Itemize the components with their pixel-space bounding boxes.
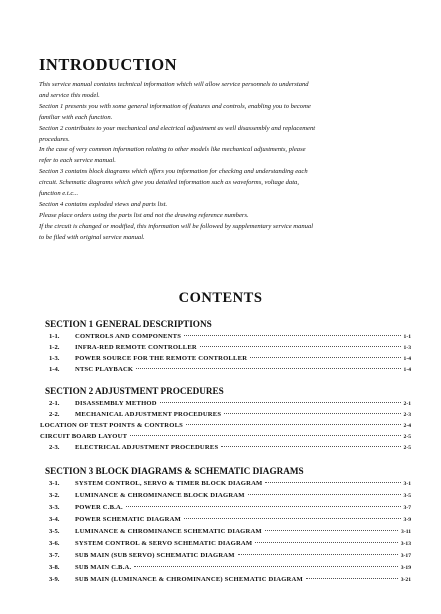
toc-page-number: 1-4 xyxy=(403,367,411,373)
toc-page-number: 2-5 xyxy=(403,434,411,440)
section-2-heading: SECTION 2 ADJUSTMENT PROCEDURES xyxy=(45,386,224,396)
toc-entry-3-1[interactable] xyxy=(49,480,411,490)
toc-title: SUB MAIN (SUB SERVO) SCHEMATIC DIAGRAM xyxy=(75,552,235,559)
toc-number: 3-3. xyxy=(49,504,60,511)
toc-title: CONTROLS AND COMPONENTS xyxy=(75,333,182,340)
toc-number: 2-1. xyxy=(49,400,60,407)
toc-leader-dots xyxy=(255,542,397,543)
toc-title: POWER SOURCE FOR THE REMOTE CONTROLLER xyxy=(75,355,248,362)
toc-page-number: 2-4 xyxy=(403,423,411,429)
toc-number: 2-2. xyxy=(49,411,60,418)
toc-leader-dots xyxy=(184,518,401,519)
toc-number: 3-2. xyxy=(49,492,60,499)
introduction-title: INTRODUCTION xyxy=(39,55,178,74)
section-1-heading: SECTION 1 GENERAL DESCRIPTIONS xyxy=(45,319,212,329)
toc-page-number: 3-1 xyxy=(403,481,411,487)
toc-number: 3-7. xyxy=(49,552,60,559)
toc-leader-dots xyxy=(248,494,401,495)
toc-leader-dots xyxy=(200,346,401,347)
toc-leader-dots xyxy=(265,530,398,531)
toc-title: SYSTEM CONTROL, SERVO & TIMER BLOCK DIAGRAM xyxy=(75,480,263,487)
toc-title: LUMINANCE & CHROMINANCE SCHEMATIC DIAGRAM xyxy=(75,528,262,535)
toc-page-number: 2-5 xyxy=(403,445,411,451)
intro-line: Section 2 contributes to your mechanical and electrical adjustment as well disassembly and replacement xyxy=(39,124,316,132)
toc-leader-dots xyxy=(265,482,400,483)
intro-line: familiar with each function. xyxy=(39,113,113,121)
toc-number: 3-5. xyxy=(49,528,60,535)
toc-page-number: 1-4 xyxy=(403,356,411,362)
toc-number: 3-4. xyxy=(49,516,60,523)
toc-entry-1-1[interactable] xyxy=(49,333,411,343)
toc-entry-3-9[interactable] xyxy=(49,576,411,586)
toc-entry-1-2[interactable] xyxy=(49,344,411,354)
intro-line: refer to each service manual. xyxy=(39,157,116,165)
toc-leader-dots xyxy=(184,335,400,336)
toc-entry-2-3[interactable] xyxy=(49,444,411,454)
toc-number: 3-9. xyxy=(49,576,60,583)
toc-title: LUMINANCE & CHROMINANCE BLOCK DIAGRAM xyxy=(75,492,245,499)
toc-page-number: 1-1 xyxy=(403,334,411,340)
toc-page-number: 1-3 xyxy=(403,345,411,351)
toc-leader-dots xyxy=(250,357,400,358)
toc-entry-3-6[interactable] xyxy=(49,540,411,550)
toc-page-number: 3-21 xyxy=(400,577,411,583)
intro-line: Section 1 presents you with some general information of features and controls, enabling you to become xyxy=(39,102,311,110)
toc-entry-2-1[interactable] xyxy=(49,400,411,410)
intro-line: If the circuit is changed or modified, this information will be followed by supplementary service manual xyxy=(39,222,314,230)
introduction-body xyxy=(39,80,411,244)
toc-title: DISASSEMBLY METHOD xyxy=(75,400,157,407)
toc-entry-1-3[interactable] xyxy=(49,355,411,365)
toc-title: LOCATION OF TEST POINTS & CONTROLS xyxy=(40,422,184,429)
toc-entry-3-4[interactable] xyxy=(49,516,411,526)
toc-number: 1-3. xyxy=(49,355,60,362)
toc-entry-3-5[interactable] xyxy=(49,528,411,538)
toc-page-number: 3-13 xyxy=(400,541,411,547)
toc-entry-3-2[interactable] xyxy=(49,492,411,502)
intro-line: Section 3 contains block diagrams which offers you information for checking and understanding each xyxy=(39,168,308,176)
toc-leader-dots xyxy=(136,368,400,369)
contents-title: CONTENTS xyxy=(178,290,263,306)
intro-line: procedures. xyxy=(39,135,70,143)
toc-entry-1-4[interactable] xyxy=(49,366,411,376)
toc-entry-3-7[interactable] xyxy=(49,552,411,562)
toc-number: 3-6. xyxy=(49,540,60,547)
toc-leader-dots xyxy=(186,424,400,425)
toc-title: NTSC PLAYBACK xyxy=(75,366,134,373)
toc-title: INFRA-RED REMOTE CONTROLLER xyxy=(75,344,197,351)
toc-leader-dots xyxy=(160,402,401,403)
intro-line: to be filed with original service manual. xyxy=(39,233,145,241)
toc-leader-dots xyxy=(224,413,400,414)
toc-title: SYSTEM CONTROL & SERVO SCHEMATIC DIAGRAM xyxy=(75,540,253,547)
toc-entry-2-2[interactable] xyxy=(49,411,411,421)
intro-line: Section 4 contains exploded views and parts list. xyxy=(39,200,168,208)
intro-line: circuit. Schematic diagrams which give you detailed information such as waveforms, voltage data, xyxy=(39,179,299,187)
toc-number: 1-1. xyxy=(49,333,60,340)
toc-entry-board-layout[interactable] xyxy=(40,433,411,443)
intro-line: function e.t.c... xyxy=(39,190,79,198)
toc-title: SUB MAIN C.B.A. xyxy=(75,564,132,571)
toc-leader-dots xyxy=(306,578,398,579)
toc-page-number: 3-19 xyxy=(400,565,411,571)
toc-number: 2-3. xyxy=(49,444,60,451)
intro-line: and service this model. xyxy=(39,91,100,99)
toc-number: 1-2. xyxy=(49,344,60,351)
toc-entry-test-points[interactable] xyxy=(40,422,411,432)
section-3-heading: SECTION 3 BLOCK DIAGRAMS & SCHEMATIC DIAGRAMS xyxy=(45,466,304,476)
toc-leader-dots xyxy=(126,506,401,507)
toc-title: SUB MAIN (LUMINANCE & CHROMINANCE) SCHEMATIC DIAGRAM xyxy=(75,576,303,583)
toc-entry-3-3[interactable] xyxy=(49,504,411,514)
toc-page-number: 3-11 xyxy=(401,529,411,535)
toc-page-number: 3-9 xyxy=(403,517,411,523)
toc-title: MECHANICAL ADJUSTMENT PROCEDURES xyxy=(75,411,222,418)
toc-number: 3-8. xyxy=(49,564,60,571)
toc-entry-3-8[interactable] xyxy=(49,564,411,574)
toc-page-number: 3-17 xyxy=(400,553,411,559)
toc-leader-dots xyxy=(130,435,400,436)
intro-line: In the case of very common information relating to other models like mechanical adjustments, please xyxy=(39,146,306,154)
toc-title: CIRCUIT BOARD LAYOUT xyxy=(40,433,128,440)
toc-title: POWER C.B.A. xyxy=(75,504,123,511)
intro-line: Please place orders using the parts list and not the drawing reference numbers. xyxy=(39,211,249,219)
toc-number: 1-4. xyxy=(49,366,60,373)
toc-page-number: 2-3 xyxy=(403,412,411,418)
toc-title: POWER SCHEMATIC DIAGRAM xyxy=(75,516,181,523)
toc-leader-dots xyxy=(221,446,400,447)
toc-leader-dots xyxy=(238,554,398,555)
toc-number: 3-1. xyxy=(49,480,60,487)
toc-page-number: 3-7 xyxy=(403,505,411,511)
toc-leader-dots xyxy=(134,566,397,567)
toc-title: ELECTRICAL ADJUSTMENT PROCEDURES xyxy=(75,444,219,451)
intro-line: This service manual contains technical information which will allow service personnels to understand xyxy=(39,81,309,88)
toc-page-number: 3-5 xyxy=(403,493,411,499)
toc-page-number: 2-1 xyxy=(403,401,411,407)
